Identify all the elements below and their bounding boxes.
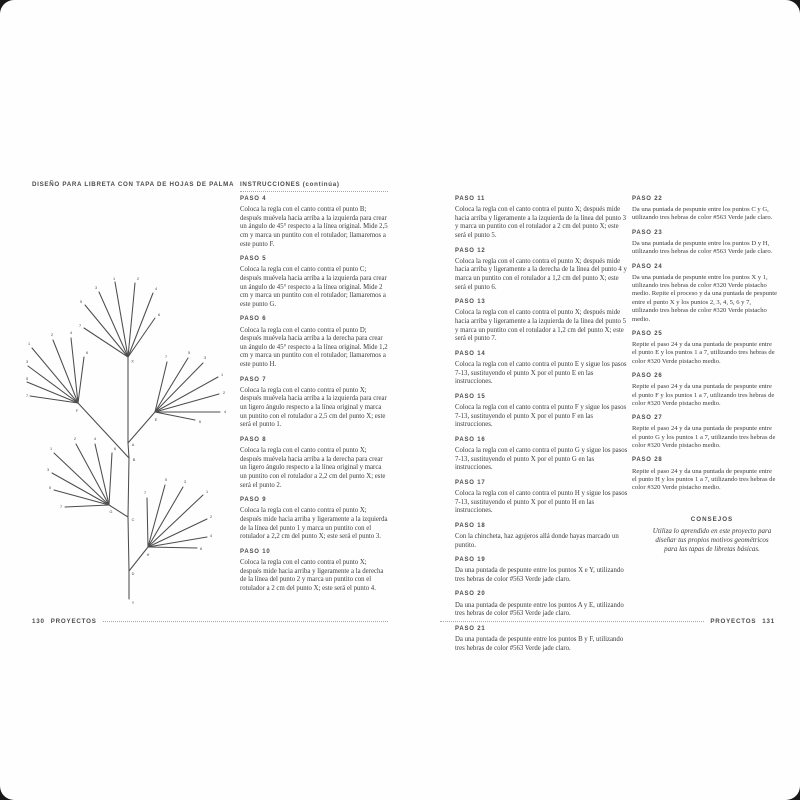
step	[632, 415, 778, 450]
step	[455, 480, 629, 516]
step	[632, 331, 778, 366]
left-footer-rule	[103, 621, 388, 622]
step-text: Coloca la regla con el canto contra el punto X; después mide hacia arriba y ligeramente a la derecha de la línea del punto 2 y marca un puntito con el rotulador a 2 cm del punto X; este será el punto 4.	[240, 558, 384, 592]
step-text: Coloca la regla con el canto contra el punto X; después muévela hacia arriba a la izquierda para crear un ligero ángulo respecto a la línea original y marca un puntito con el rotulador a 2,5 cm del punto X; este será el punto 1.	[240, 386, 387, 429]
step	[240, 437, 388, 490]
step	[240, 377, 388, 430]
left-steps-column	[240, 196, 388, 600]
step-label: PASO 26	[632, 373, 663, 380]
ray-number-label: 3	[94, 286, 98, 290]
ray-number-label: 6	[85, 351, 89, 355]
step-label: PASO 8	[240, 436, 267, 443]
step-label: PASO 23	[632, 229, 663, 236]
leaf-ray	[78, 357, 84, 403]
leaf-ray	[155, 362, 167, 412]
step-text: Repite el paso 24 y da una puntada de pespunte entre el punto E y los puntos 1 a 7, utilizando tres hebras de color #320 Verde pistacho medio.	[632, 341, 775, 365]
ray-number-label: 2	[136, 277, 140, 281]
palm-diagram	[25, 230, 240, 615]
leaf-ray	[27, 382, 78, 403]
step-label: PASO 6	[240, 316, 267, 323]
step-label: PASO 20	[455, 591, 486, 598]
leaf-ray	[32, 348, 78, 403]
step-text: Coloca la regla con el canto contra el punto H y sigue los pasos 7-13, sustituyendo el punto X por el punto H en las instrucciones.	[455, 489, 628, 515]
leaf-ray	[155, 363, 203, 412]
step	[455, 626, 629, 653]
point-letter-label: A	[131, 443, 135, 447]
ray-number-label: 1	[112, 277, 116, 281]
ray-number-label: 3	[25, 360, 29, 364]
ray-number-label: 2	[73, 437, 77, 441]
step-label: PASO 22	[632, 196, 663, 202]
ray-number-label: 7	[78, 324, 82, 328]
leaf-ray	[95, 444, 109, 505]
leaf-ray	[65, 505, 109, 507]
step-text: Da una puntada de pespunte entre los puntos C y G, utilizando tres hebras de color #563 Verde jade claro.	[632, 206, 773, 222]
branch-line	[129, 547, 148, 571]
ray-number-label: 7	[25, 394, 29, 398]
step-label: PASO 9	[240, 497, 267, 504]
ray-number-label: 4	[69, 331, 73, 335]
ray-number-label: 1	[205, 490, 209, 494]
right-page-number: 131	[762, 618, 775, 625]
right-footer	[440, 618, 775, 625]
point-letter-label: G	[109, 510, 113, 514]
step-text: Da una puntada de pespunte entre los puntos D y H, utilizando tres hebras de color #563 Verde jade claro.	[632, 239, 773, 256]
step-text: Repite el paso 24 y da una puntada de pespunte entre el punto F y los puntos 1 a 7, utilizando tres hebras de color #320 Verde pistacho medio.	[632, 383, 775, 407]
ray-number-label: 7	[164, 355, 168, 359]
point-letter-label: F	[75, 409, 79, 413]
step	[240, 256, 388, 309]
ray-number-label: 6	[113, 447, 117, 451]
step-text: Coloca la regla con el canto contra el punto X; después mide hacia arriba y ligeramente a la izquierda de la línea del punto 5 y marca un puntito con el rotulador a 1,2 cm del punto X; este será el punto 7.	[455, 309, 626, 343]
instructions-divider	[240, 191, 388, 192]
consejos-text: Utiliza lo aprendido en este proyecto para diseñar tus propios motivos geométricos para las tapas de libretas básicas.	[652, 527, 772, 554]
step	[455, 523, 629, 550]
point-letter-label: H	[146, 553, 150, 557]
step-label: PASO 24	[632, 263, 663, 270]
step	[632, 230, 778, 257]
step-label: PASO 15	[455, 393, 486, 400]
step	[240, 549, 388, 594]
leaf-ray	[85, 305, 128, 357]
step-label: PASO 28	[632, 457, 663, 464]
ray-number-label: 4	[154, 287, 158, 291]
ray-number-label: 2	[209, 515, 213, 519]
right-steps-column-1	[455, 196, 629, 660]
step-label: PASO 7	[240, 376, 267, 383]
step-text: Repite el paso 24 y da una puntada de pespunte entre el punto H y los puntos 1 a 7, utilizando tres hebras de color #320 Verde pistacho medio.	[632, 467, 776, 492]
ray-number-label: 1	[49, 447, 53, 451]
ray-number-label: 4	[209, 534, 213, 538]
leaf-ray	[148, 487, 183, 547]
consejos-title: CONSEJOS	[690, 516, 734, 523]
ray-number-label: 3	[203, 356, 207, 360]
point-letter-label: D	[131, 572, 135, 576]
step-label: PASO 5	[240, 256, 267, 263]
point-letter-label: X	[131, 359, 134, 364]
right-footer-section: PROYECTOS	[710, 618, 757, 625]
step-label: PASO 11	[455, 196, 486, 202]
leaf-ray	[148, 519, 207, 547]
step-label: PASO 4	[240, 196, 267, 202]
step-text: Coloca la regla con el canto contra el punto C; después muévela hacia arriba a la izquierda para crear un ángulo de 45° respecto a la línea original. Mide 2 cm y marca un puntito con el rotulador; llamaremos a este punto G.	[240, 266, 387, 308]
left-page-title: DISEÑO PARA LIBRETA CON TAPA DE HOJAS DE PALMA	[32, 181, 235, 188]
step-text: Coloca la regla con el canto contra el punto B; después muévela hacia arriba a la izquierda para crear un ángulo de 45° respecto a la línea original. Mide 2,5 cm y marca un puntito con el rotulador; llamaremos a este punto F.	[240, 206, 388, 248]
leaf-ray	[115, 282, 128, 357]
step-text: Da una puntada de pespunte entre los puntos A y E, utilizando tres hebras de color #563 Verde jade claro.	[455, 601, 624, 618]
step	[455, 437, 629, 473]
leaf-ray	[128, 293, 153, 357]
step-text: Coloca la regla con el canto contra el punto D; después muévela hacia arriba a la derecha para crear un ángulo de 45° respecto a la línea original. Mide 1,2 cm y marca un puntito con el rotulador; llamaremos a este punto H.	[240, 326, 388, 369]
ray-number-label: 2	[222, 391, 226, 395]
step-label: PASO 17	[455, 479, 486, 486]
ray-number-label: 5	[164, 478, 168, 482]
ray-number-label: 5	[79, 300, 83, 304]
instructions-header	[240, 181, 388, 192]
step	[240, 497, 388, 542]
step	[455, 299, 629, 344]
stem-line	[128, 357, 129, 599]
branch-line	[75, 403, 129, 458]
ray-number-label: 1	[27, 342, 31, 346]
step-text: Coloca la regla con el canto contra el punto X; después mide hacia arriba y ligeramente a la derecha de la línea del punto 4 y marca un puntito con el rotulador a 1,2 cm del punto X; este será el punto 6.	[455, 257, 627, 291]
point-letter-label: C	[131, 518, 135, 522]
ray-number-label: 1	[220, 373, 224, 377]
leaf-ray	[148, 547, 197, 548]
step-text: Coloca la regla con el canto contra el punto X; después muévela hacia arriba a la derecha para crear un ligero ángulo respecto a la línea original y marca un puntito con el rotulador a 2,2 cm del punto X; este será el punto 2.	[240, 447, 386, 489]
leaf-ray	[148, 485, 165, 547]
ray-number-label: 6	[199, 547, 203, 551]
step-text: Da una puntada de pespunte entre los puntos X y 1, utilizando tres hebras de color #320 Verde pistacho medio. Repite el proceso y da una puntada de pespunte entre el punto X y los puntos 2, 3, 4, 5, 6 y 7, utilizando tres hebras de color #320 Verde pistacho medio.	[632, 273, 778, 323]
step-text: Con la chincheta, haz agujeros allá donde hayas marcado un puntito.	[455, 532, 619, 549]
step	[455, 557, 629, 584]
step-text: Da una puntada de pespunte entre los puntos B y F, utilizando tres hebras de color #563 Verde jade claro.	[455, 635, 624, 652]
ray-number-label: 5	[187, 351, 191, 355]
step-label: PASO 10	[240, 548, 271, 555]
step-text: Coloca la regla con el canto contra el punto X; después mide hacia arriba y ligeramente a la izquierda de la línea del punto 3 y marca un puntito con el rotulador a 2 cm del punto X; este será el punto 5.	[455, 206, 626, 239]
step	[632, 373, 778, 408]
ray-number-label: 5	[48, 486, 52, 490]
step-label: PASO 25	[632, 330, 663, 337]
step-text: Repite el paso 24 y da una puntada de pespunte entre el punto G y los puntos 1 a 7, utilizando tres hebras de color #320 Verde pistacho medio.	[632, 425, 776, 450]
step-label: PASO 14	[455, 350, 486, 357]
step-label: PASO 21	[455, 625, 486, 632]
ray-number-label: 3	[46, 468, 50, 472]
leaf-ray	[109, 453, 112, 505]
left-page-number: 130	[32, 618, 45, 625]
point-letter-label: E	[154, 418, 158, 422]
step-label: PASO 12	[455, 247, 486, 254]
instructions-title: INSTRUCCIONES (continúa)	[240, 181, 340, 188]
step-label: PASO 19	[455, 557, 486, 564]
ray-number-label: 3	[183, 480, 187, 484]
consejos-box	[648, 516, 776, 554]
leaf-ray	[155, 377, 218, 412]
leaf-ray	[128, 283, 135, 357]
leaf-ray	[147, 498, 148, 547]
step	[455, 196, 629, 241]
ray-number-label: 6	[198, 420, 202, 424]
ray-number-label: 4	[223, 410, 227, 414]
step-text: Coloca la regla con el canto contra el punto F y sigue los pasos 7-13, sustituyendo el punto X por el punto F en las instrucciones.	[455, 403, 627, 429]
ray-number-label: 7	[59, 505, 63, 509]
step-label: PASO 16	[455, 436, 486, 443]
branch-line	[128, 412, 155, 443]
step-text: Coloca la regla con el canto contra el punto G y sigue los pasos 7-13, sustituyendo el punto X por el punto G en las instrucciones.	[455, 446, 628, 472]
ray-number-label: 4	[93, 437, 97, 441]
step-label: PASO 18	[455, 522, 486, 529]
ray-number-label: 2	[50, 333, 54, 337]
step	[240, 316, 388, 369]
ray-number-label: 7	[143, 491, 147, 495]
step	[455, 351, 629, 387]
step	[455, 394, 629, 430]
step-text: Coloca la regla con el canto contra el punto X; después mide hacia arriba y ligeramente a la izquierda de la línea del punto 1 y marca un puntito con el rotulador a 2,2 cm del punto X; este será el punto 3.	[240, 507, 388, 541]
leaf-ray	[155, 412, 195, 420]
step-text: Da una puntada de pespunte entre los puntos X e Y, utilizando tres hebras de color #563 Verde jade claro.	[455, 567, 624, 583]
left-footer-section: PROYECTOS	[50, 618, 97, 625]
step-label: PASO 27	[632, 415, 663, 422]
right-footer-rule	[440, 621, 704, 622]
ray-number-label: 5	[25, 377, 29, 381]
ray-number-label: 6	[157, 313, 161, 317]
step	[632, 264, 778, 324]
step-label: PASO 13	[455, 299, 486, 306]
point-letter-label: Y	[131, 601, 135, 605]
step-text: Coloca la regla con el canto contra el punto E y sigue los pasos 7-13, sustituyendo el punto X por el punto E en las instrucciones.	[455, 360, 627, 386]
step	[632, 196, 778, 223]
left-footer	[32, 618, 388, 625]
step	[240, 196, 388, 249]
step	[455, 248, 629, 293]
step	[455, 591, 629, 618]
right-steps-column-2	[632, 196, 778, 500]
step	[632, 457, 778, 492]
point-letter-label: B	[132, 458, 136, 462]
